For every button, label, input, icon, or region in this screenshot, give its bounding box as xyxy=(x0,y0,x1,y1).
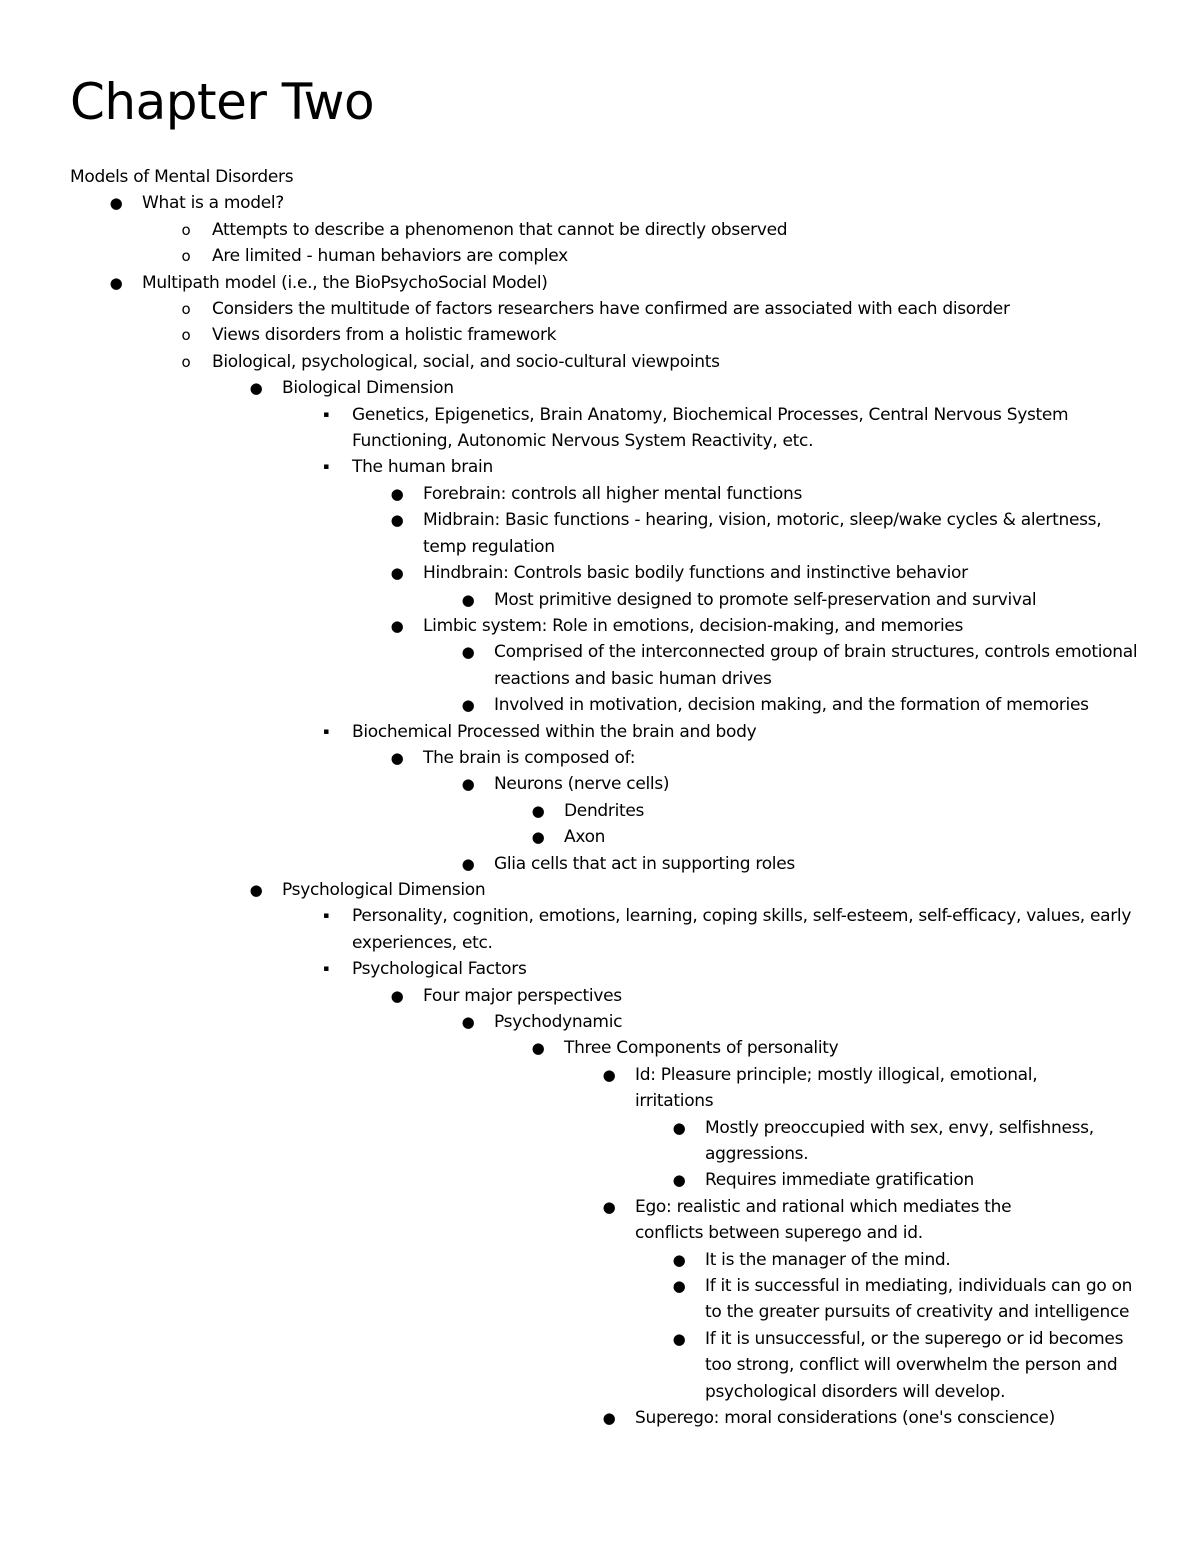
disc-bullet-icon: ● xyxy=(531,1039,545,1058)
outline-item-text: The human brain xyxy=(352,457,493,478)
outline-item xyxy=(70,1115,1135,1168)
outline-item-text: Biological Dimension xyxy=(282,378,454,399)
outline-item xyxy=(70,983,1130,1009)
circle-bullet-icon: o xyxy=(181,326,191,345)
outline-item-text: Psychological Dimension xyxy=(282,879,486,900)
disc-bullet-icon: ● xyxy=(249,379,263,398)
outline-item xyxy=(70,877,1150,903)
outline-item xyxy=(70,956,1150,982)
outline-item-text: Considers the multitude of factors researchers have confirmed are associated with each disorder xyxy=(212,299,1010,320)
outline-item-text: Attempts to describe a phenomenon that cannot be directly observed xyxy=(212,219,788,240)
outline-item xyxy=(70,375,1150,401)
outline-item-text: Three Components of personality xyxy=(564,1038,839,1059)
outline-item-text: Are limited - human behaviors are complex xyxy=(212,246,568,267)
outline-item xyxy=(70,217,1150,243)
outline-item-text: If it is successful in mediating, individuals can go on to the greater pursuits of creativity and intelligence xyxy=(705,1276,1133,1323)
outline-item-text: Requires immediate gratification xyxy=(705,1170,974,1191)
outline-item xyxy=(70,481,1130,507)
page-title: Chapter Two xyxy=(70,73,375,131)
outline-item-text: Comprised of the interconnected group of brain structures, controls emotional reactions and basic human drives xyxy=(494,642,1138,689)
document-page xyxy=(70,60,1150,1432)
outline-item xyxy=(70,771,1140,797)
circle-bullet-icon: o xyxy=(181,352,191,371)
outline-item-text: Axon xyxy=(564,827,606,848)
outline-item-text: Models of Mental Disorders xyxy=(70,167,294,187)
outline-item xyxy=(70,639,1140,692)
disc-bullet-icon: ● xyxy=(390,484,404,503)
disc-bullet-icon: ● xyxy=(390,564,404,583)
outline-item xyxy=(70,1009,1140,1035)
disc-bullet-icon: ● xyxy=(249,880,263,899)
square-bullet-icon: ▪ xyxy=(323,964,329,975)
disc-bullet-icon: ● xyxy=(531,801,545,820)
outline-item-text: Id: Pleasure principle; mostly illogical, emotional, irritations xyxy=(635,1064,1038,1112)
section-heading xyxy=(70,164,1150,190)
disc-bullet-icon: ● xyxy=(390,748,404,767)
disc-bullet-icon: ● xyxy=(602,1065,616,1084)
outline-item xyxy=(70,296,1150,322)
outline-item-text: Limbic system: Role in emotions, decision-making, and memories xyxy=(423,615,964,636)
square-bullet-icon: ▪ xyxy=(323,462,329,473)
outline-item xyxy=(70,613,1130,639)
outline-item xyxy=(70,507,1130,560)
outline-item-text: Neurons (nerve cells) xyxy=(494,774,670,795)
outline-item-text: It is the manager of the mind. xyxy=(705,1249,951,1270)
disc-bullet-icon: ● xyxy=(390,511,404,530)
notes-outline xyxy=(70,164,1150,1432)
circle-bullet-icon: o xyxy=(181,220,191,239)
outline-item-text: Midbrain: Basic functions - hearing, vision, motoric, sleep/wake cycles & alertness, temp regulation xyxy=(423,510,1102,557)
outline-item-text: Hindbrain: Controls basic bodily functions and instinctive behavior xyxy=(423,563,968,584)
outline-item-text: What is a model? xyxy=(142,193,285,214)
disc-bullet-icon: ● xyxy=(672,1329,686,1348)
disc-bullet-icon: ● xyxy=(461,696,475,715)
outline-item xyxy=(70,851,1140,877)
outline-item xyxy=(70,1194,1070,1247)
disc-bullet-icon: ● xyxy=(390,986,404,1005)
outline-item-text: If it is unsuccessful, or the superego or id becomes too strong, conflict will overwhelm the person and psychological disorders will develop. xyxy=(705,1328,1124,1402)
outline-item-text: Biochemical Processed within the brain and body xyxy=(352,721,757,742)
outline-item-text: Glia cells that act in supporting roles xyxy=(494,853,795,874)
outline-item xyxy=(70,719,1150,745)
outline-item-text: Psychodynamic xyxy=(494,1012,623,1032)
outline-item-text: Most primitive designed to promote self-preservation and survival xyxy=(494,589,1037,610)
outline-item-text: Biological, psychological, social, and socio-cultural viewpoints xyxy=(212,351,720,372)
outline-item xyxy=(70,454,1150,480)
outline-item-text: Views disorders from a holistic framework xyxy=(212,325,557,346)
outline-item xyxy=(70,270,1150,296)
disc-bullet-icon: ● xyxy=(461,854,475,873)
outline-item xyxy=(70,692,1140,718)
outline-item-text: Involved in motivation, decision making, and the formation of memories xyxy=(494,695,1089,716)
disc-bullet-icon: ● xyxy=(602,1409,616,1428)
outline-item-text: Genetics, Epigenetics, Brain Anatomy, Biochemical Processes, Central Nervous System Functioning, Autonomic Nervous System Reactivity, etc. xyxy=(352,404,1069,452)
disc-bullet-icon: ● xyxy=(672,1171,686,1190)
disc-bullet-icon: ● xyxy=(531,828,545,847)
outline-item xyxy=(70,1273,1135,1326)
outline-item-text: Multipath model (i.e., the BioPsychoSocial Model) xyxy=(142,272,548,293)
outline-item-text: Mostly preoccupied with sex, envy, selfishness, aggressions. xyxy=(705,1117,1094,1165)
outline-item-text: Ego: realistic and rational which mediates the conflicts between superego and id. xyxy=(635,1196,1012,1244)
outline-item xyxy=(70,798,1150,824)
outline-item xyxy=(70,243,1150,269)
outline-item xyxy=(70,322,1150,348)
outline-item-text: Dendrites xyxy=(564,800,645,821)
outline-item xyxy=(70,190,1150,216)
disc-bullet-icon: ● xyxy=(672,1118,686,1137)
outline-item-text: Four major perspectives xyxy=(423,985,622,1006)
outline-item xyxy=(70,1247,1135,1273)
outline-item xyxy=(70,903,1150,956)
outline-item-text: Psychological Factors xyxy=(352,959,527,980)
disc-bullet-icon: ● xyxy=(461,1013,475,1031)
outline-item xyxy=(70,824,1150,850)
square-bullet-icon: ▪ xyxy=(323,409,329,420)
square-bullet-icon: ▪ xyxy=(323,726,329,737)
outline-item-text: The brain is composed of: xyxy=(423,747,636,768)
disc-bullet-icon: ● xyxy=(602,1197,616,1216)
outline-item xyxy=(70,1405,1070,1431)
circle-bullet-icon: o xyxy=(181,247,191,266)
outline-item xyxy=(70,1035,1150,1061)
outline-item xyxy=(70,1167,1135,1193)
outline-item xyxy=(70,587,1140,613)
outline-item xyxy=(70,402,1150,455)
circle-bullet-icon: o xyxy=(181,300,191,319)
outline-item xyxy=(70,349,1150,375)
outline-item xyxy=(70,1062,1070,1115)
outline-item xyxy=(70,745,1130,771)
outline-item-text: Forebrain: controls all higher mental functions xyxy=(423,483,803,504)
outline-item xyxy=(70,560,1130,586)
disc-bullet-icon: ● xyxy=(109,273,123,292)
square-bullet-icon: ▪ xyxy=(323,911,329,922)
disc-bullet-icon: ● xyxy=(672,1250,686,1269)
outline-item-text: Personality, cognition, emotions, learning, coping skills, self-esteem, self-efficacy, values, early experiences, etc. xyxy=(352,906,1132,953)
disc-bullet-icon: ● xyxy=(109,194,123,213)
disc-bullet-icon: ● xyxy=(390,616,404,635)
disc-bullet-icon: ● xyxy=(461,590,475,609)
disc-bullet-icon: ● xyxy=(672,1277,686,1296)
disc-bullet-icon: ● xyxy=(461,775,475,794)
outline-item-text: Superego: moral considerations (one's conscience) xyxy=(635,1408,1055,1429)
outline-item xyxy=(70,1326,1135,1405)
disc-bullet-icon: ● xyxy=(461,643,475,662)
